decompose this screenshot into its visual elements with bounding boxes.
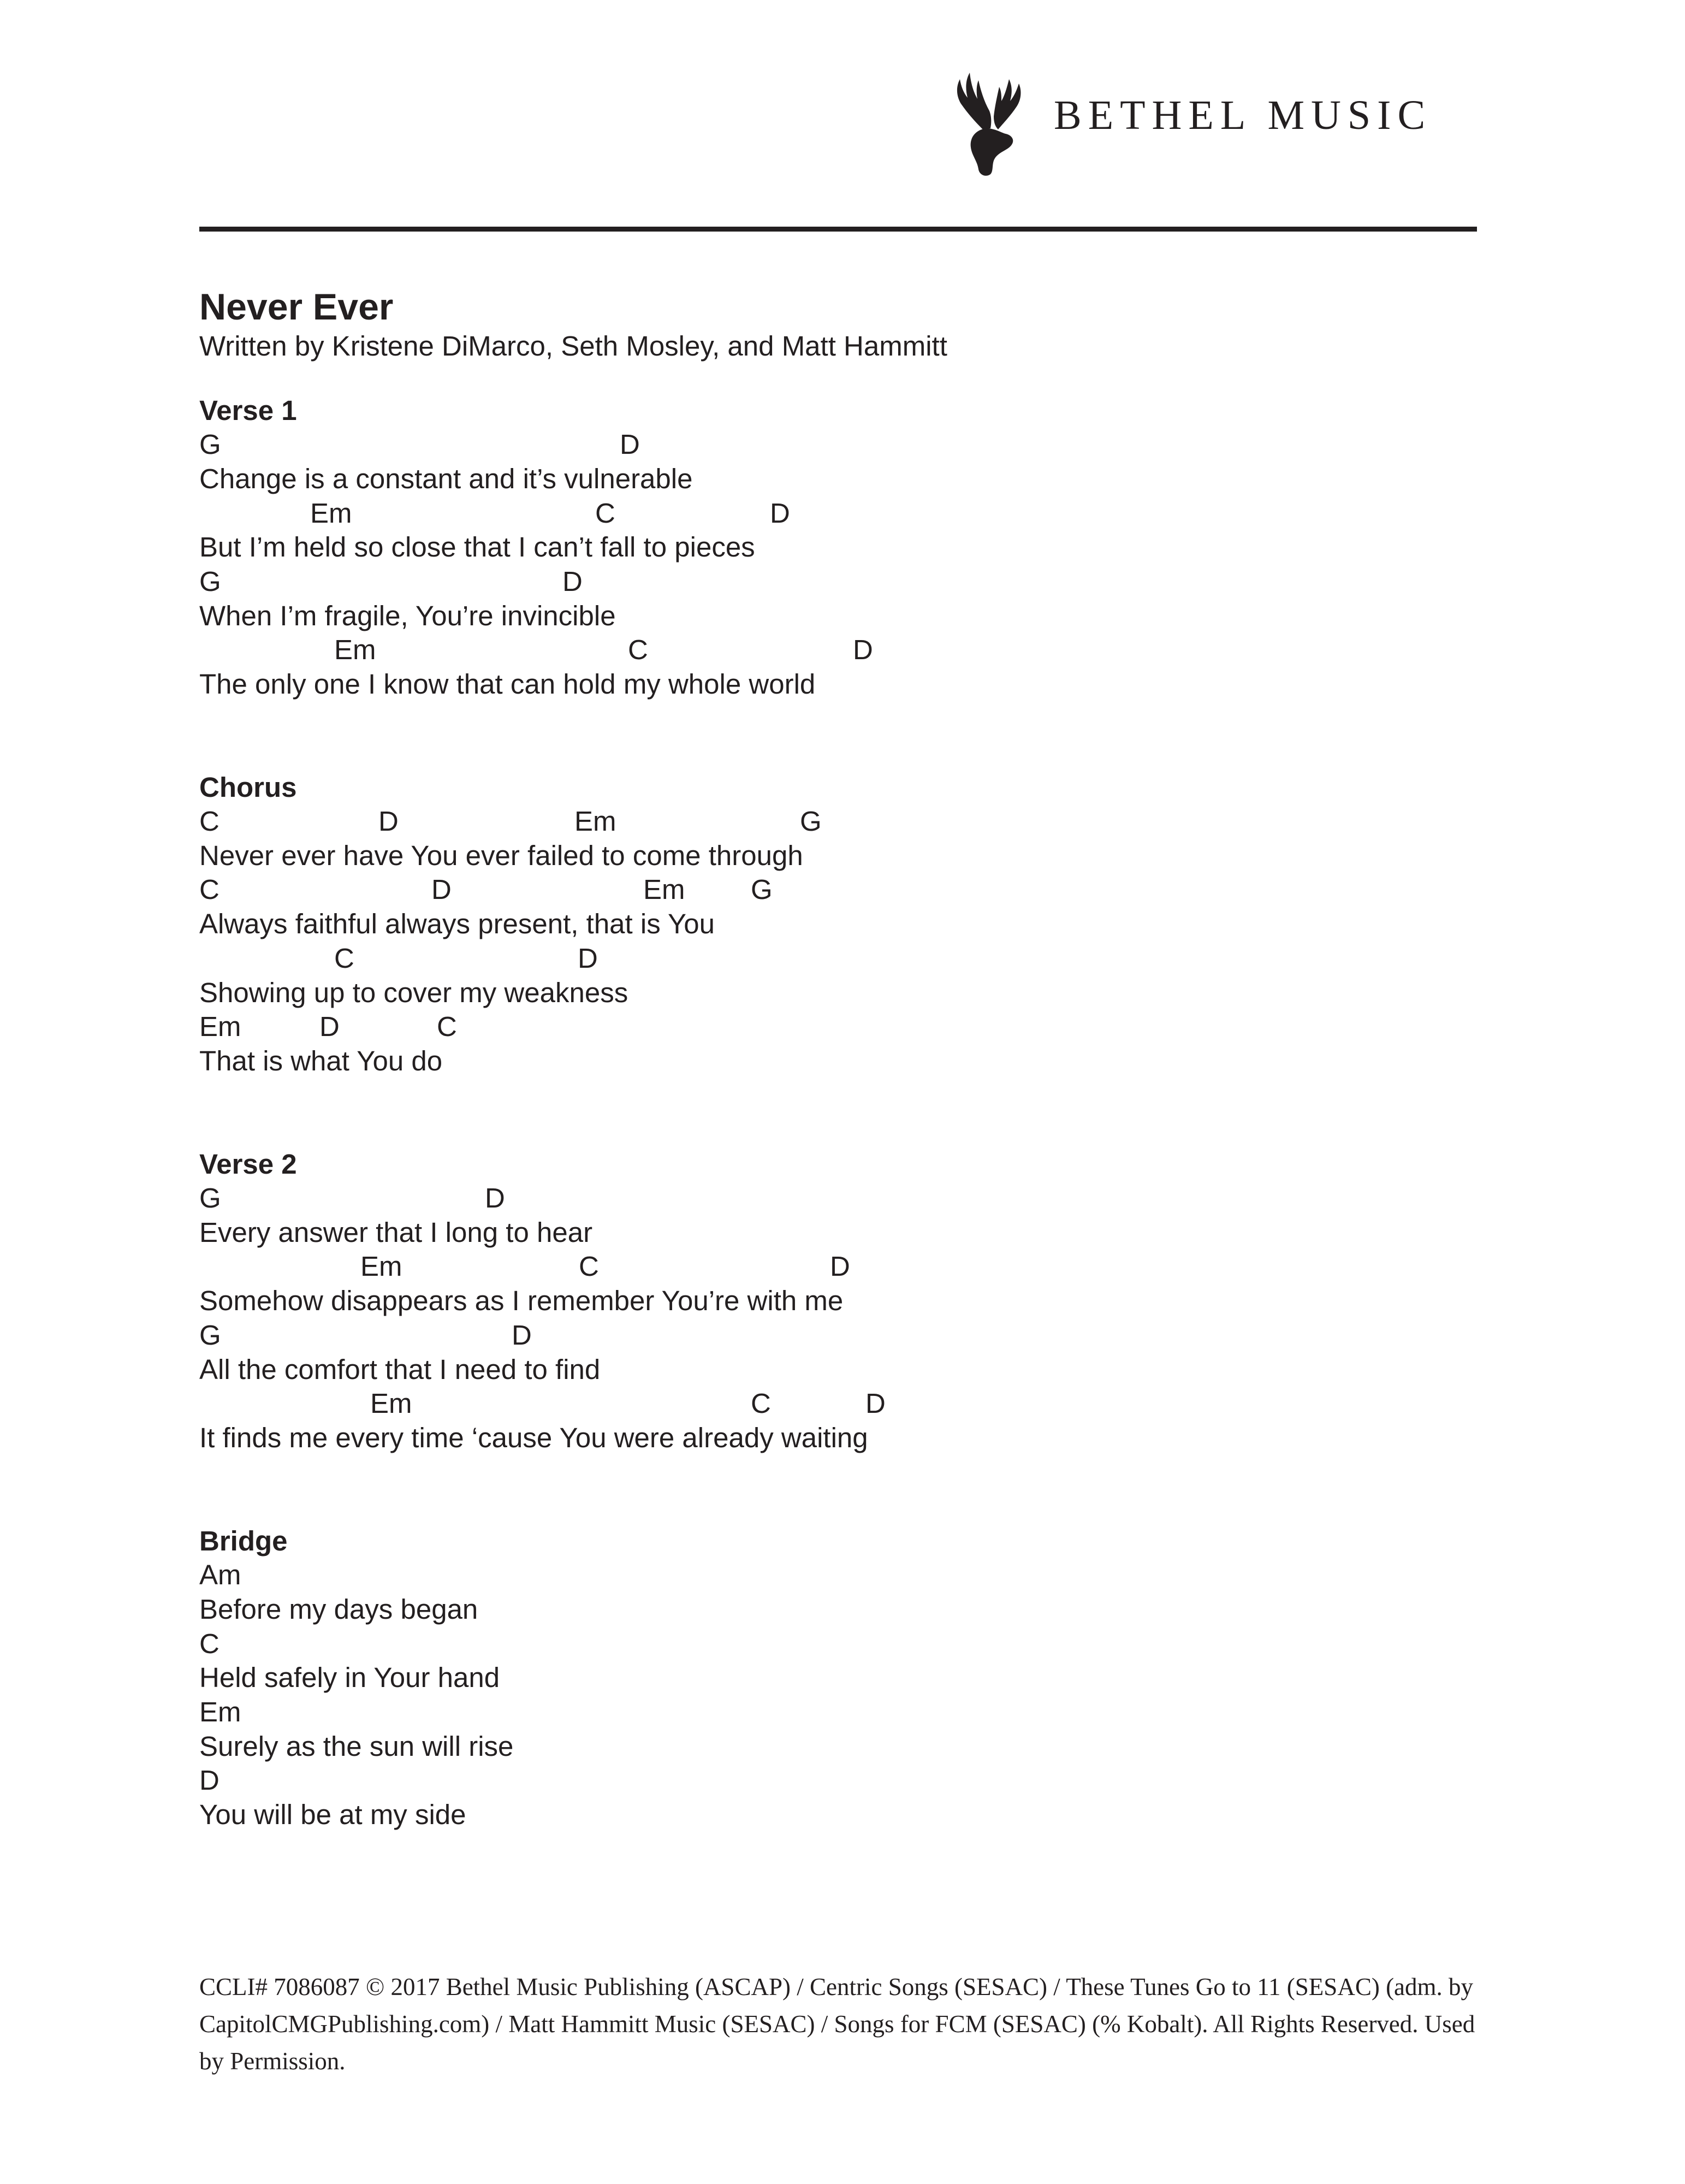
- chord: C: [199, 874, 219, 905]
- section-label-verse-2: Verse 2: [199, 1149, 297, 1180]
- chord: C: [595, 498, 615, 529]
- lyric-line: All the comfort that I need to find: [199, 1354, 601, 1385]
- chord: D: [378, 806, 399, 837]
- chord: D: [578, 943, 598, 974]
- chord: C: [199, 1628, 219, 1659]
- chord: C: [334, 943, 354, 974]
- lyric-line: When I’m fragile, You’re invincible: [199, 600, 616, 631]
- chord: Em: [370, 1388, 412, 1419]
- chord: D: [431, 874, 452, 905]
- chord: G: [199, 566, 221, 597]
- chord: C: [628, 634, 648, 665]
- chord: D: [770, 498, 790, 529]
- chord: C: [579, 1251, 599, 1282]
- lyric-line: That is what You do: [199, 1045, 443, 1076]
- chord: G: [199, 1319, 221, 1351]
- chord: G: [800, 806, 822, 837]
- chord: D: [853, 634, 873, 665]
- lyric-line: But I’m held so close that I can’t fall to pieces: [199, 531, 755, 563]
- lyric-line: Always faithful always present, that is You: [199, 908, 715, 939]
- section-label-verse-1: Verse 1: [199, 395, 297, 426]
- lyric-line: Every answer that I long to hear: [199, 1217, 593, 1248]
- chord: D: [512, 1319, 532, 1351]
- chord: C: [437, 1011, 457, 1042]
- lyric-line: Change is a constant and it’s vulnerable: [199, 463, 693, 494]
- chord: Em: [199, 1696, 241, 1727]
- lyric-line: You will be at my side: [199, 1799, 466, 1830]
- song-writers: Written by Kristene DiMarco, Seth Mosley, and Matt Hammitt: [199, 330, 947, 362]
- chord: D: [485, 1182, 505, 1214]
- chord: D: [620, 429, 640, 460]
- chord: D: [562, 566, 583, 597]
- lyric-line: Somehow disappears as I remember You’re with me: [199, 1285, 844, 1316]
- chord: Em: [199, 1011, 241, 1042]
- lyric-line: It finds me every time ‘cause You were already waiting: [199, 1422, 868, 1453]
- deer-head-icon: [945, 46, 1032, 177]
- section-label-bridge: Bridge: [199, 1525, 288, 1556]
- lyric-line: Never ever have You ever failed to come through: [199, 840, 803, 871]
- chord: Em: [360, 1251, 402, 1282]
- header-divider: [199, 227, 1477, 232]
- chord: C: [751, 1388, 771, 1419]
- brand-name: BETHEL MUSIC: [1054, 92, 1432, 138]
- chord: Am: [199, 1559, 241, 1590]
- chord: D: [319, 1011, 340, 1042]
- chord: Em: [643, 874, 685, 905]
- chord: D: [199, 1765, 219, 1796]
- chord: Em: [574, 806, 616, 837]
- lyric-line: Surely as the sun will rise: [199, 1731, 514, 1762]
- copyright-footer: CCLI# 7086087 © 2017 Bethel Music Publishing (ASCAP) / Centric Songs (SESAC) / These Tunes Go to 11 (SESAC) (adm. by CapitolCMGPublishing.com) / Matt Hammitt Music (SESAC) / Songs for FCM (SESAC) (% Kobalt). All Rights Reserved. Used by Permission.: [199, 1973, 1475, 2075]
- lyric-line: Held safely in Your hand: [199, 1662, 500, 1693]
- chord: Em: [310, 498, 352, 529]
- chord: Em: [334, 634, 376, 665]
- song-title: Never Ever: [199, 286, 394, 328]
- lyric-line: Showing up to cover my weakness: [199, 977, 628, 1008]
- chord: D: [830, 1251, 850, 1282]
- chord: G: [751, 874, 773, 905]
- section-label-chorus: Chorus: [199, 772, 297, 803]
- chord: G: [199, 429, 221, 460]
- chord: G: [199, 1182, 221, 1214]
- chord: C: [199, 806, 219, 837]
- header-logo: [945, 46, 1432, 177]
- lyric-line: The only one I know that can hold my whole world: [199, 668, 816, 700]
- chord: D: [865, 1388, 886, 1419]
- lyric-line: Before my days began: [199, 1594, 478, 1625]
